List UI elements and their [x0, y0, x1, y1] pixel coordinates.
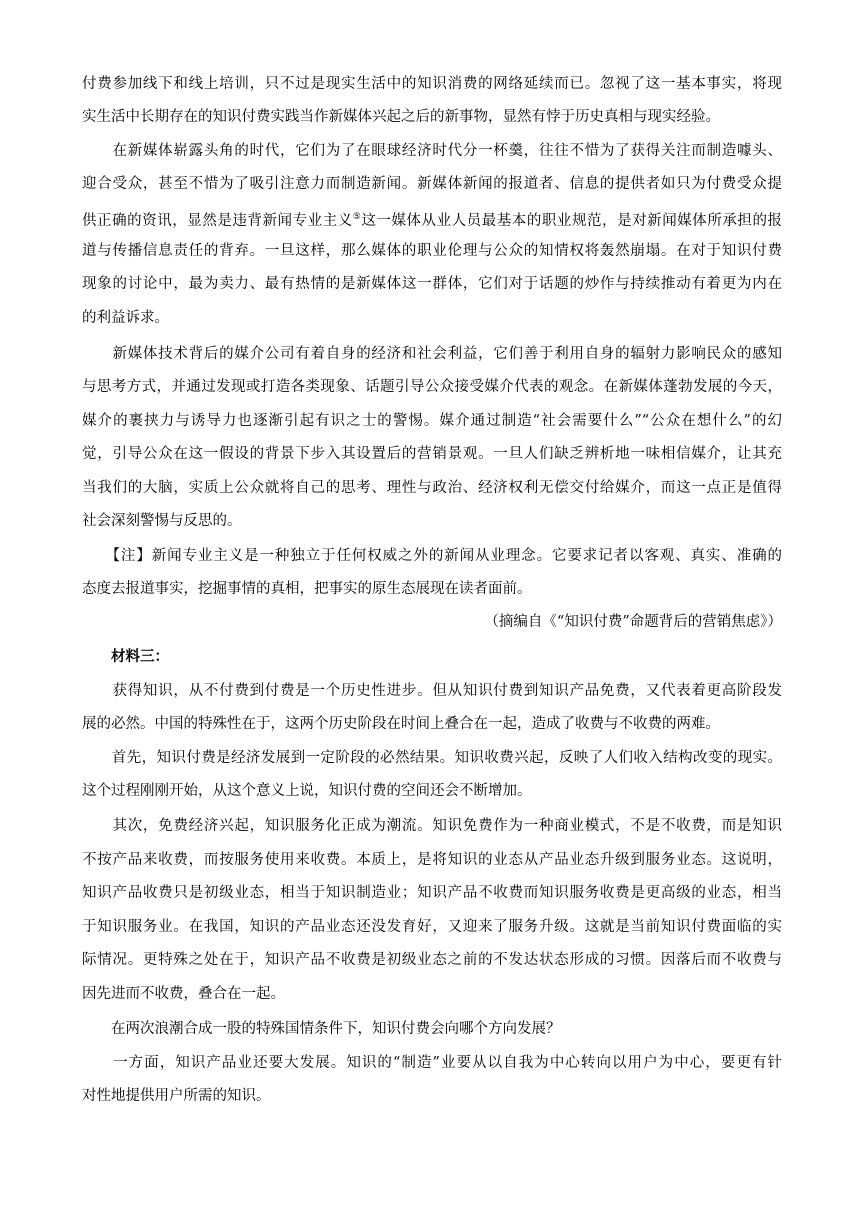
text-line: 因先进而不收费，叠合在一起。: [82, 986, 285, 1002]
note-line: 态度去报道事实，挖掘事情的真相，把事实的原生态展现在读者面前。: [82, 581, 532, 597]
text-line: 的利益诉求。: [82, 310, 169, 326]
text-line: 其次，免费经济兴起，知识服务化正成为潮流。知识免费作为一种商业模式，不是不收费，而是知识: [82, 818, 782, 834]
text-line: 现象的讨论中，最为卖力、最有热情的是新媒体这一群体，它们对于话题的炒作与持续推动有着更为内在: [82, 276, 782, 292]
text-line: 不按产品来收费，而按服务使用来收费。本质上，是将知识的业态从产品业态升级到服务业态。这说明，: [82, 852, 782, 868]
note-line: 【注】新闻专业主义是一种独立于任何权威之外的新闻从业理念。它要求记者以客观、真实、准确的: [82, 548, 782, 564]
text-segment: 这一媒体从业人员最基本的职业规范，是对新闻媒体所承担的报: [361, 213, 783, 229]
text-line: 在新媒体崭露头角的时代，它们为了在眼球经济时代分一杯羹，往往不惜为了获得关注而制造噱头、: [82, 143, 782, 159]
text-line: 首先，知识付费是经济发展到一定阶段的必然结果。知识收费兴起，反映了人们收入结构改变的现实。: [82, 750, 782, 766]
text-line: 新媒体技术背后的媒介公司有着自身的经济和社会利益，它们善于利用自身的辐射力影响民众的感知: [82, 346, 782, 362]
text-line: 对性地提供用户所需的知识。: [82, 1088, 271, 1104]
text-line: 展的必然。中国的特殊性在于，这两个历史阶段在时间上叠合在一起，造成了收费与不收费的两难。: [82, 716, 720, 732]
text-line: 与思考方式，并通过发现或打造各类现象、话题引导公众接受媒介代表的观念。在新媒体蓬勃发展的今天，: [82, 379, 782, 395]
text-line: 际情况。更特殊之处在于，知识产品不收费是初级业态之前的不发达状态形成的习惯。因落后而不收费与: [82, 952, 782, 968]
text-line: 社会深刻警惕与反思的。: [82, 513, 242, 529]
text-line: 媒介的裹挟力与诱导力也逐渐引起有识之士的警惕。媒介通过制造“社会需要什么”“公众在想什么”的幻: [82, 413, 782, 429]
text-line: 实生活中长期存在的知识付费实践当作新媒体兴起之后的新事物，显然有悖于历史真相与现实经验。: [82, 109, 720, 125]
section-heading: 材料三：: [82, 648, 169, 665]
text-line: 当我们的大脑，实质上公众就将自己的思考、理性与政治、经济权利无偿交付给媒介，而这一点正是值得: [82, 480, 782, 496]
text-line: 付费参加线下和线上培训，只不过是现实生活中的知识消费的网络延续而已。忽视了这一基本事实，将现: [82, 76, 782, 92]
text-line: 在两次浪潮合成一股的特殊国情条件下，知识付费会向哪个方向发展？: [82, 1021, 561, 1037]
text-line: 获得知识，从不付费到付费是一个历史性进步。但从知识付费到知识产品免费，又代表着更高阶段发: [82, 683, 782, 699]
text-line: 这个过程刚刚开始，从这个意义上说，知识付费的空间还会不断增加。: [82, 783, 532, 799]
text-line: 迎合受众，甚至不惜为了吸引注意力而制造新闻。新媒体新闻的报道者、信息的提供者如只为付费受众提: [82, 176, 782, 192]
text-line: 知识产品收费只是初级业态，相当于知识制造业；知识产品不收费而知识服务收费是更高级的业态，相当: [82, 885, 782, 901]
text-line: 于知识服务业。在我国，知识的产品业态还没发育好，又迎来了服务升级。这就是当前知识付费面临的实: [82, 919, 782, 935]
footnote-marker: ⑤: [352, 212, 362, 222]
text-line: 一方面，知识产品业还要大发展。知识的“制造”业要从以自我为中心转向以用户为中心，要更有针: [82, 1055, 782, 1071]
text-line-with-footnote: [82, 207, 782, 231]
text-line: 觉，引导公众在这一假设的背景下步入其设置后的营销景观。一旦人们缺乏辨析地一味相信媒介，让其充: [82, 446, 782, 462]
text-segment: 供正确的资讯，显然是违背新闻专业主义: [82, 213, 353, 229]
source-citation: （摘编自《“知识付费”命题背后的营销焦虑》）: [484, 614, 782, 630]
text-line: 道与传播信息责任的背弃。一旦这样，那么媒体的职业伦理与公众的知情权将轰然崩塌。在对于知识付费: [82, 243, 782, 259]
